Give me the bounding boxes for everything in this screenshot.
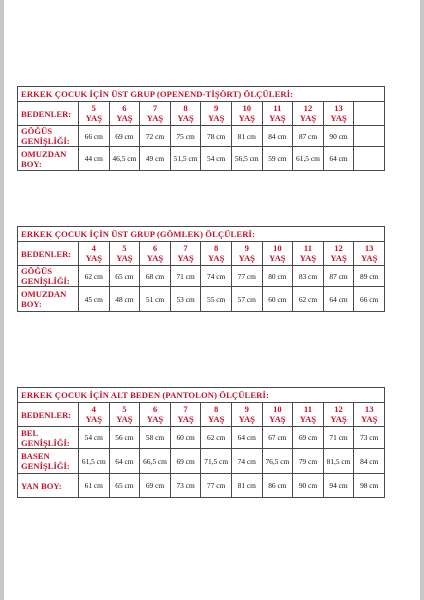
measurement-value: 66 cm	[354, 287, 385, 312]
size-unit: YAŞ	[269, 413, 286, 424]
measurement-value: 71,5 cm	[201, 449, 232, 474]
size-header-cell	[293, 403, 324, 427]
measurement-value: 67 cm	[262, 427, 293, 449]
measurement-label: YAN BOY:	[18, 474, 79, 498]
table-trousers	[17, 387, 385, 498]
measurement-value: 98 cm	[354, 474, 385, 498]
measurement-value: 56 cm	[109, 427, 140, 449]
size-unit: YAŞ	[177, 112, 194, 123]
size-number: 8	[214, 404, 219, 414]
measurement-value: 84 cm	[262, 126, 293, 147]
measurement-value: 45 cm	[79, 287, 110, 312]
size-unit: YAŞ	[207, 413, 225, 424]
measurement-value: 69 cm	[140, 474, 171, 498]
size-unit: YAŞ	[238, 252, 255, 263]
size-unit: YAŞ	[269, 252, 286, 263]
table-title: ERKEK ÇOCUK İÇİN ÜST GRUP (GÖMLEK) ÖLÇÜLERİ:	[18, 227, 385, 242]
size-header-cell	[79, 403, 110, 427]
size-number: 9	[244, 404, 249, 414]
measurement-label: BASEN GENİŞLİĞİ:	[18, 449, 79, 474]
measurement-value: 69 cm	[109, 126, 140, 147]
size-unit: YAŞ	[177, 413, 194, 424]
measurement-value: 57 cm	[231, 287, 262, 312]
measurement-value: 80 cm	[262, 266, 293, 287]
measurement-label: BEL GENİŞLİĞİ:	[18, 427, 79, 449]
measurement-value: 72 cm	[140, 126, 171, 147]
size-header-cell	[140, 403, 171, 427]
size-number: 11	[303, 404, 313, 414]
size-unit: YAŞ	[299, 252, 317, 263]
measurement-value: 81 cm	[231, 474, 262, 498]
size-unit: YAŞ	[146, 112, 164, 123]
measurement-value: 79 cm	[293, 449, 324, 474]
size-header-cell	[109, 102, 140, 126]
size-header-cell	[293, 242, 324, 266]
measurement-value: 64 cm	[323, 287, 354, 312]
table-row	[18, 147, 385, 171]
size-number: 5	[122, 243, 127, 253]
size-header-cell	[109, 403, 140, 427]
measurement-value: 78 cm	[201, 126, 232, 147]
table-title: ERKEK ÇOCUK İÇİN ALT BEDEN (PANTOLON) ÖLÇÜLERİ:	[18, 388, 385, 403]
size-number: 8	[214, 243, 219, 253]
size-header-row	[18, 102, 385, 126]
size-header-cell	[293, 102, 324, 126]
size-unit: YAŞ	[116, 413, 133, 424]
measurement-value: 73 cm	[354, 427, 385, 449]
size-unit: YAŞ	[269, 112, 286, 123]
size-header-cell	[201, 242, 232, 266]
table-row	[18, 287, 385, 312]
size-header-cell	[79, 242, 110, 266]
size-number: 10	[273, 243, 282, 253]
size-unit: YAŞ	[361, 413, 378, 424]
size-header-cell	[323, 242, 354, 266]
size-unit: YAŞ	[299, 112, 317, 123]
size-header-row	[18, 403, 385, 427]
size-number: 7	[152, 103, 158, 113]
measurement-value: 75 cm	[170, 126, 201, 147]
measurement-value: 66 cm	[79, 126, 110, 147]
measurement-value: 64 cm	[231, 427, 262, 449]
size-number: 4	[91, 243, 96, 253]
size-header-cell	[201, 102, 232, 126]
size-number: 6	[152, 404, 158, 414]
measurement-value	[354, 147, 385, 171]
size-number: 5	[91, 103, 96, 113]
measurement-value: 87 cm	[293, 126, 324, 147]
measurement-label: GÖĞÜS GENİŞLİĞİ:	[18, 266, 79, 287]
size-header-cell	[170, 102, 201, 126]
measurement-value: 51 cm	[140, 287, 171, 312]
size-number: 12	[334, 243, 343, 253]
size-unit: YAŞ	[146, 252, 164, 263]
size-header-cell	[201, 403, 232, 427]
measurement-value: 53 cm	[170, 287, 201, 312]
size-unit: YAŞ	[85, 112, 102, 123]
table-title: ERKEK ÇOCUK İÇİN ÜST GRUP (OPENEND-TİŞÖRT) ÖLÇÜLERİ:	[18, 87, 385, 102]
size-number: 4	[91, 404, 96, 414]
measurement-value: 71 cm	[323, 427, 354, 449]
measurement-value: 65 cm	[109, 266, 140, 287]
size-header-cell	[109, 242, 140, 266]
size-unit: YAŞ	[207, 112, 225, 123]
table-row	[18, 427, 385, 449]
size-header-cell	[262, 403, 293, 427]
size-number: 7	[183, 404, 188, 414]
size-unit: YAŞ	[85, 252, 102, 263]
measurement-label: OMUZDAN BOY:	[18, 287, 79, 312]
measurement-value: 84 cm	[354, 449, 385, 474]
size-header-cell	[231, 102, 262, 126]
header-label: BEDENLER:	[18, 102, 79, 126]
size-header-cell	[231, 242, 262, 266]
size-unit: YAŞ	[299, 413, 317, 424]
table-row	[18, 474, 385, 498]
measurement-value: 62 cm	[293, 287, 324, 312]
measurement-value: 65 cm	[109, 474, 140, 498]
size-number: 6	[152, 243, 158, 253]
measurement-value: 64 cm	[323, 147, 354, 171]
size-header-cell	[354, 242, 385, 266]
size-number: 7	[183, 243, 188, 253]
size-unit: YAŞ	[330, 252, 347, 263]
measurement-value: 54 cm	[79, 427, 110, 449]
measurement-value: 90 cm	[323, 126, 354, 147]
measurement-value: 55 cm	[201, 287, 232, 312]
measurement-value: 60 cm	[170, 427, 201, 449]
table-row	[18, 126, 385, 147]
size-header-cell	[354, 403, 385, 427]
measurement-value: 66,5 cm	[140, 449, 171, 474]
size-header-cell	[323, 102, 354, 126]
measurement-value: 58 cm	[140, 427, 171, 449]
measurement-value: 54 cm	[201, 147, 232, 171]
measurement-value: 49 cm	[140, 147, 171, 171]
measurement-value: 86 cm	[262, 474, 293, 498]
size-number: 6	[122, 103, 127, 113]
size-number: 10	[273, 404, 282, 414]
size-number: 12	[303, 103, 313, 113]
measurement-label: GÖĞÜS GENİŞLİĞİ:	[18, 126, 79, 147]
header-label: BEDENLER:	[18, 242, 79, 266]
measurement-value: 74 cm	[201, 266, 232, 287]
size-header-cell	[170, 403, 201, 427]
size-number: 8	[183, 103, 188, 113]
size-unit: YAŞ	[116, 252, 133, 263]
size-number: 10	[242, 103, 252, 113]
measurement-value: 76,5 cm	[262, 449, 293, 474]
size-unit: YAŞ	[116, 112, 133, 123]
size-header-cell	[140, 242, 171, 266]
measurement-value: 77 cm	[201, 474, 232, 498]
measurement-value: 77 cm	[231, 266, 262, 287]
measurement-value: 64 cm	[109, 449, 140, 474]
size-number: 11	[303, 243, 313, 253]
size-header-cell	[354, 102, 385, 126]
measurement-value: 94 cm	[323, 474, 354, 498]
size-header-cell	[79, 102, 110, 126]
size-header-cell	[262, 242, 293, 266]
measurement-value: 83 cm	[293, 266, 324, 287]
measurement-value: 56,5 cm	[231, 147, 262, 171]
size-number: 13	[364, 404, 374, 414]
measurement-value	[354, 126, 385, 147]
size-header-row	[18, 242, 385, 266]
measurement-value: 69 cm	[170, 449, 201, 474]
size-number: 13	[364, 243, 374, 253]
measurement-value: 61,5 cm	[293, 147, 324, 171]
size-header-cell	[231, 403, 262, 427]
size-unit: YAŞ	[146, 413, 164, 424]
measurement-value: 51,5 cm	[170, 147, 201, 171]
measurement-value: 87 cm	[323, 266, 354, 287]
size-unit: YAŞ	[330, 413, 347, 424]
size-unit: YAŞ	[85, 413, 102, 424]
size-header-cell	[140, 102, 171, 126]
measurement-value: 59 cm	[262, 147, 293, 171]
measurement-value: 81 cm	[231, 126, 262, 147]
size-number: 11	[273, 103, 282, 113]
size-unit: YAŞ	[330, 112, 347, 123]
size-header-cell	[262, 102, 293, 126]
measurement-value: 73 cm	[170, 474, 201, 498]
size-unit: YAŞ	[207, 252, 225, 263]
measurement-value: 74 cm	[231, 449, 262, 474]
measurement-value: 60 cm	[262, 287, 293, 312]
table-shirt	[17, 226, 385, 312]
measurement-value: 69 cm	[293, 427, 324, 449]
measurement-value: 48 cm	[109, 287, 140, 312]
measurement-value: 46,5 cm	[109, 147, 140, 171]
measurement-value: 89 cm	[354, 266, 385, 287]
measurement-value: 90 cm	[293, 474, 324, 498]
measurement-value: 61,5 cm	[79, 449, 110, 474]
measurement-value: 62 cm	[201, 427, 232, 449]
size-number: 13	[334, 103, 343, 113]
table-row	[18, 266, 385, 287]
measurement-value: 62 cm	[79, 266, 110, 287]
size-unit: YAŞ	[177, 252, 194, 263]
measurement-label: OMUZDAN BOY:	[18, 147, 79, 171]
size-unit: YAŞ	[360, 252, 378, 263]
table-row	[18, 449, 385, 474]
size-chart-page	[4, 0, 420, 600]
table-openend-tshirt	[17, 86, 385, 171]
size-number: 12	[334, 404, 343, 414]
size-unit: YAŞ	[238, 413, 255, 424]
measurement-value: 68 cm	[140, 266, 171, 287]
measurement-value: 44 cm	[79, 147, 110, 171]
size-header-cell	[323, 403, 354, 427]
size-header-cell	[170, 242, 201, 266]
size-number: 9	[244, 243, 249, 253]
measurement-value: 61 cm	[79, 474, 110, 498]
header-label: BEDENLER:	[18, 403, 79, 427]
size-number: 9	[214, 103, 219, 113]
measurement-value: 71 cm	[170, 266, 201, 287]
size-number: 5	[122, 404, 127, 414]
measurement-value: 81,5 cm	[323, 449, 354, 474]
size-unit: YAŞ	[238, 112, 255, 123]
